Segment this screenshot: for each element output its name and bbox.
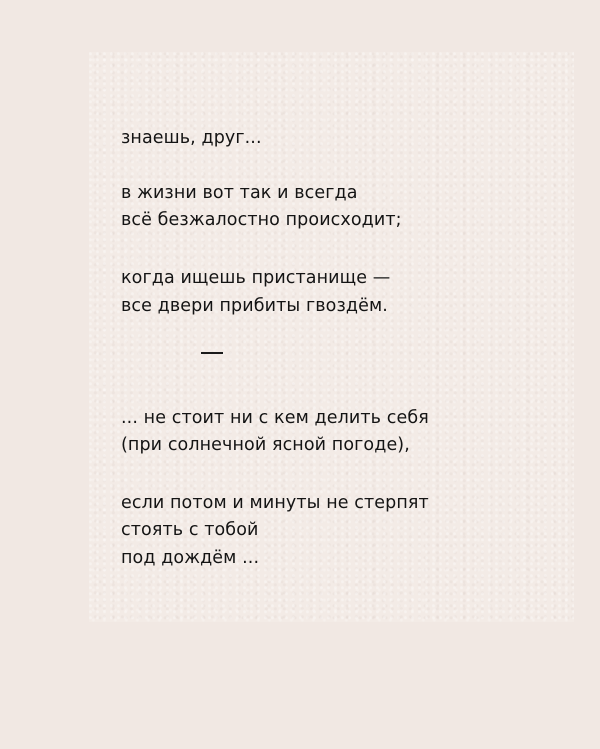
- section-divider: [201, 352, 223, 354]
- poem-line: все двери прибиты гвоздём.: [121, 296, 388, 316]
- poem-line: (при солнечной ясной погоде),: [121, 435, 410, 455]
- poem-line: под дождём ...: [121, 548, 260, 568]
- poem-line: знаешь, друг...: [121, 128, 262, 148]
- poem-line: ... не стоит ни с кем делить себя: [121, 408, 429, 428]
- poem-line: стоять с тобой: [121, 520, 259, 540]
- poem-line: всё безжалостно происходит;: [121, 210, 402, 230]
- poem-line: когда ищешь пристанище —: [121, 268, 391, 288]
- poem-line: в жизни вот так и всегда: [121, 183, 358, 203]
- poem-line: если потом и минуты не стерпят: [121, 493, 429, 513]
